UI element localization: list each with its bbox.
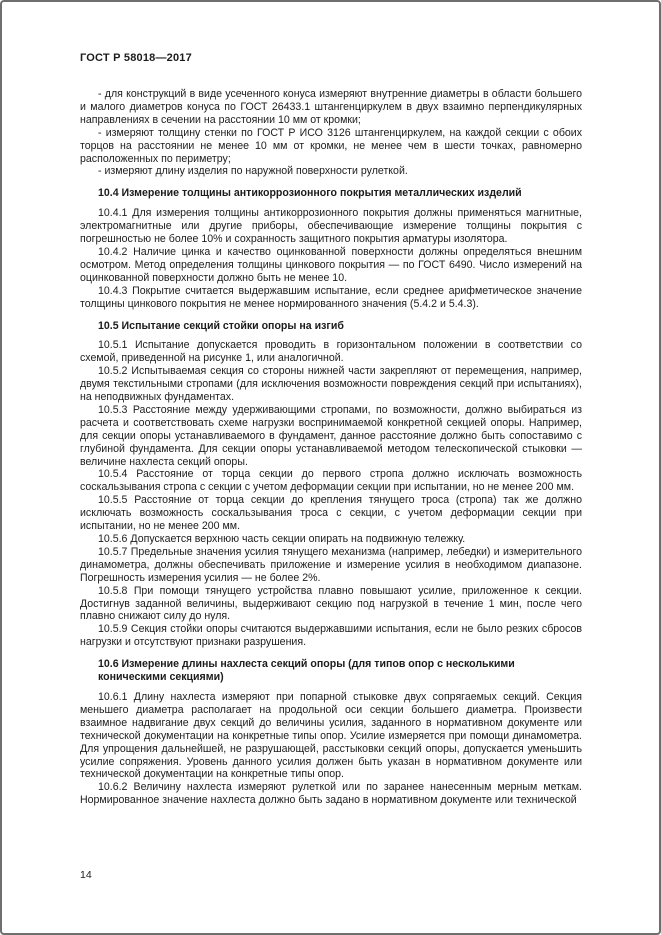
document-body — [80, 88, 582, 807]
document-standard-code: ГОСТ Р 58018—2017 — [80, 52, 192, 64]
section-heading-10-5: 10.5 Испытание секций стойки опоры на изгиб — [98, 319, 344, 332]
paragraph: - измеряют толщину стенки по ГОСТ Р ИСО 3126 штангенциркулем, на каждой секции с обоих торцов на расстоянии не менее 10 мм от кромки, не менее чем в шести точках, равномерно расположенных по периметру; — [80, 126, 582, 165]
paragraph: - измеряют длину изделия по наружной поверхности рулеткой. — [98, 165, 408, 178]
section-heading-10-4: 10.4 Измерение толщины антикоррозионного покрытия металлических изделий — [98, 187, 522, 200]
paragraph: 10.4.2 Наличие цинка и качество оцинкованной поверхности должны определяться внешним осмотром. Метод определения толщины цинкового покрытия — по ГОСТ 6490. Число измерений на оцинкованной поверхности должно быть не менее 10. — [80, 245, 582, 284]
paragraph: 10.5.9 Секция стойки опоры считаются выдержавшими испытания, если не было резких сбросов нагрузки и отсутствуют признаки разрушения. — [80, 623, 582, 649]
paragraph: 10.6.1 Длину нахлеста измеряют при попарной стыковке двух сопрягаемых секций. Секция меньшего диаметра располагает на продольной оси секции большего диаметра. Произвести взаимное надвигание двух секций до величины усилия, заданного в нормативном документе или технической документации на конкретные типы опор. Усилие измеряется при помощи динамометра. Для упрощения дальнейшей, не разрушающей, расстыковки секций опоры, допускается уменьшить усилие сопряжения. Уровень данного усилия должен быть указан в нормативном документе или технической документации на конкретные типы опор. — [80, 690, 582, 781]
paragraph: 10.5.8 При помощи тянущего устройства плавно повышают усилие, приложенное к секции. Достигнув заданной величины, выдерживают секцию под нагрузкой в течение 1 мин, после чего плавно снижают силу до нуля. — [80, 584, 582, 623]
paragraph: - для конструкций в виде усеченного конуса измеряют внутренние диаметры в области большего и малого диаметров конуса по ГОСТ 26433.1 штангенциркулем в двух взаимно перпендикулярных направлениях в сечении на расстоянии 10 мм от кромки; — [80, 88, 582, 126]
paragraph: 10.4.3 Покрытие считается выдержавшим испытание, если среднее арифметическое значение толщины цинкового покрытия не менее нормированного значения (5.4.2 и 5.4.3). — [80, 284, 582, 310]
paragraph: 10.5.1 Испытание допускается проводить в горизонтальном положении в соответствии со схемой, приведенной на рисунке 1, или аналогичной. — [80, 339, 582, 365]
section-heading-10-6: 10.6 Измерение длины нахлеста секций опоры (для типов опор с несколькими коническими секциями) — [98, 658, 515, 684]
paragraph: 10.5.7 Предельные значения усилия тянущего механизма (например, лебедки) и измерительного динамометра, должны обеспечивать приложение и измерение усилия в необходимом диапазоне. Погрешность измерения усилия — не более 2%. — [80, 545, 582, 584]
paragraph: 10.5.5 Расстояние от торца секции до крепления тянущего троса (стропа) так же должно исключать возможность соскальзывания троса с секции, с учетом деформации секции при испытании, но не менее 200 мм. — [80, 494, 582, 533]
paragraph: 10.5.4 Расстояние от торца секции до первого стропа должно исключать возможность соскальзывания стропа с секции с учетом деформации секции при испытании, но не менее 200 мм. — [80, 468, 582, 494]
paragraph: 10.4.1 Для измерения толщины антикоррозионного покрытия должны применяться магнитные, электромагнитные или другие приборы, обеспечивающие измерение толщины покрытия с погрешностью не более 10% и сохранность защитного покрытия арматуры изолятора. — [80, 207, 582, 246]
paragraph: 10.5.6 Допускается верхнюю часть секции опирать на подвижную тележку. — [98, 533, 466, 545]
paragraph: 10.5.2 Испытываемая секция со стороны нижней части закрепляют от перемещения, например, двумя текстильными стропами (для исключения возможности повреждения секций при испытаниях), на неподвижных фундаментах. — [80, 365, 582, 404]
paragraph: 10.6.2 Величину нахлеста измеряют рулеткой или по заранее нанесенным мерным меткам. Нормированное значение нахлеста должно быть задано в нормативном документе или технической — [80, 781, 582, 807]
paragraph: 10.5.3 Расстояние между удерживающими стропами, по возможности, должно выбираться из расчета и соответствовать схеме нагрузки воспринимаемой конкретной секцией опоры. Например, для секции опоры устанавливаемого в фундамент, данное расстояние должно быть сопоставимо с глубиной фундамента. Для секции опоры устанавливаемой методом телескопической стыковки — величине нахлеста секций опоры. — [80, 403, 582, 468]
page-number: 14 — [80, 869, 92, 881]
